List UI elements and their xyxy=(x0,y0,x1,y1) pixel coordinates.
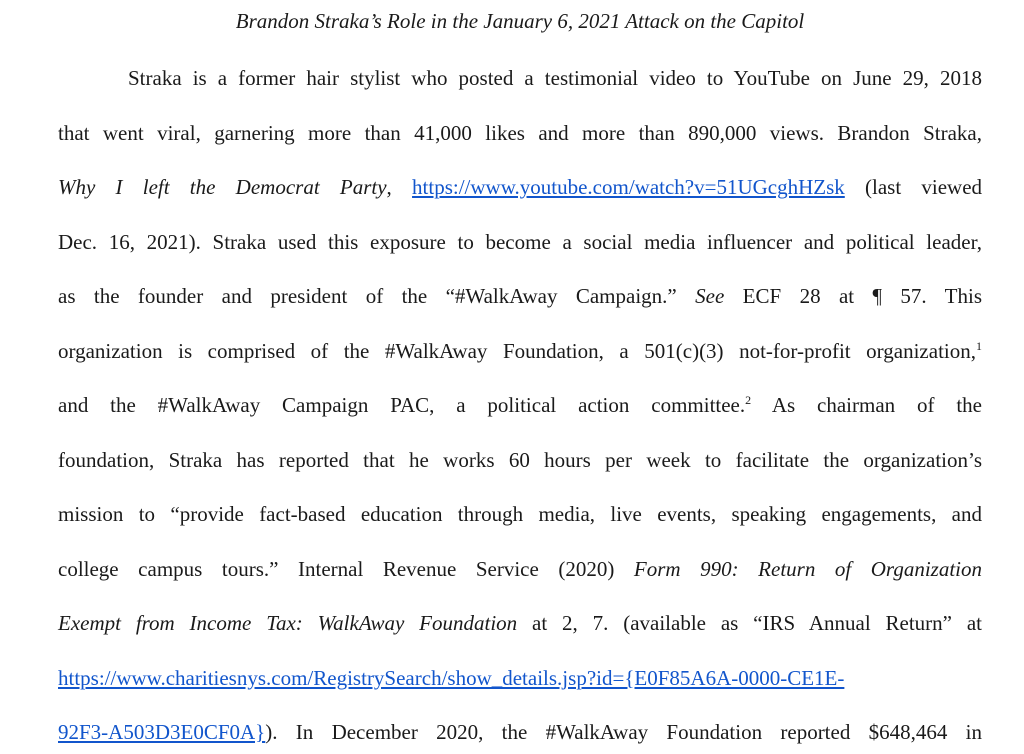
paragraph-line-4 xyxy=(58,227,982,257)
form-title-continued: Exempt from Income Tax: WalkAway Foundation xyxy=(58,611,518,635)
paragraph-line-13 xyxy=(58,717,982,747)
line-text: organization is comprised of the #WalkAway Foundation, a 501(c)(3) not-for-profit organization, xyxy=(58,339,976,363)
line-text: ECF 28 at ¶ 57. This xyxy=(724,284,982,308)
paragraph-line-3 xyxy=(58,172,982,202)
paragraph-line-5 xyxy=(58,281,982,311)
line-text: ). In December 2020, the #WalkAway Foundation reported $648,464 in xyxy=(265,720,982,744)
see-signal: See xyxy=(695,284,725,308)
paragraph-line-2 xyxy=(58,118,982,148)
line-text: and the #WalkAway Campaign PAC, a political action committee. xyxy=(58,393,746,417)
line-text: foundation, Straka has reported that he works 60 hours per week to facilitate the organization’s xyxy=(58,448,982,472)
section-heading: Brandon Straka’s Role in the January 6, 2021 Attack on the Capitol xyxy=(235,9,805,33)
video-title: Why I left the Democrat Party xyxy=(58,175,387,199)
line-text: Straka is a former hair stylist who posted a testimonial video to YouTube on June 29, 2018 xyxy=(128,66,982,90)
paragraph-line-7 xyxy=(58,390,982,420)
footnote-ref-2[interactable]: 2 xyxy=(745,393,752,407)
paragraph-line-10 xyxy=(58,554,982,584)
youtube-link[interactable]: https://www.youtube.com/watch?v=51UGcghHZsk xyxy=(412,175,845,199)
paragraph-line-11 xyxy=(58,608,982,638)
paragraph-line-9 xyxy=(58,499,982,529)
paragraph-line-6 xyxy=(58,336,982,366)
line-text: As chairman of the xyxy=(751,393,982,417)
line-text: at 2, 7. (available as “IRS Annual Return” at xyxy=(517,611,982,635)
paragraph-line-1 xyxy=(128,63,982,93)
line-text: (last viewed xyxy=(844,175,983,199)
line-text: college campus tours.” Internal Revenue Service (2020) xyxy=(58,557,634,581)
charities-registry-link-continued[interactable]: 92F3-A503D3E0CF0A} xyxy=(58,720,266,744)
line-text: that went viral, garnering more than 41,000 likes and more than 890,000 views. Brandon Straka, xyxy=(58,121,982,145)
separator-text: , xyxy=(386,175,413,199)
form-title: Form 990: Return of Organization xyxy=(633,557,982,581)
charities-registry-link[interactable]: https://www.charitiesnys.com/RegistrySearch/show_details.jsp?id={E0F85A6A-0000-CE1E- xyxy=(58,666,845,690)
line-text: as the founder and president of the “#WalkAway Campaign.” xyxy=(58,284,696,308)
line-text: Dec. 16, 2021). Straka used this exposure to become a social media influencer and political leader, xyxy=(58,230,982,254)
paragraph-line-12 xyxy=(58,663,982,693)
paragraph-line-8 xyxy=(58,445,982,475)
line-text: mission to “provide fact-based education through media, live events, speaking engagements, and xyxy=(58,502,982,526)
footnote-ref-1[interactable]: 1 xyxy=(976,339,982,353)
